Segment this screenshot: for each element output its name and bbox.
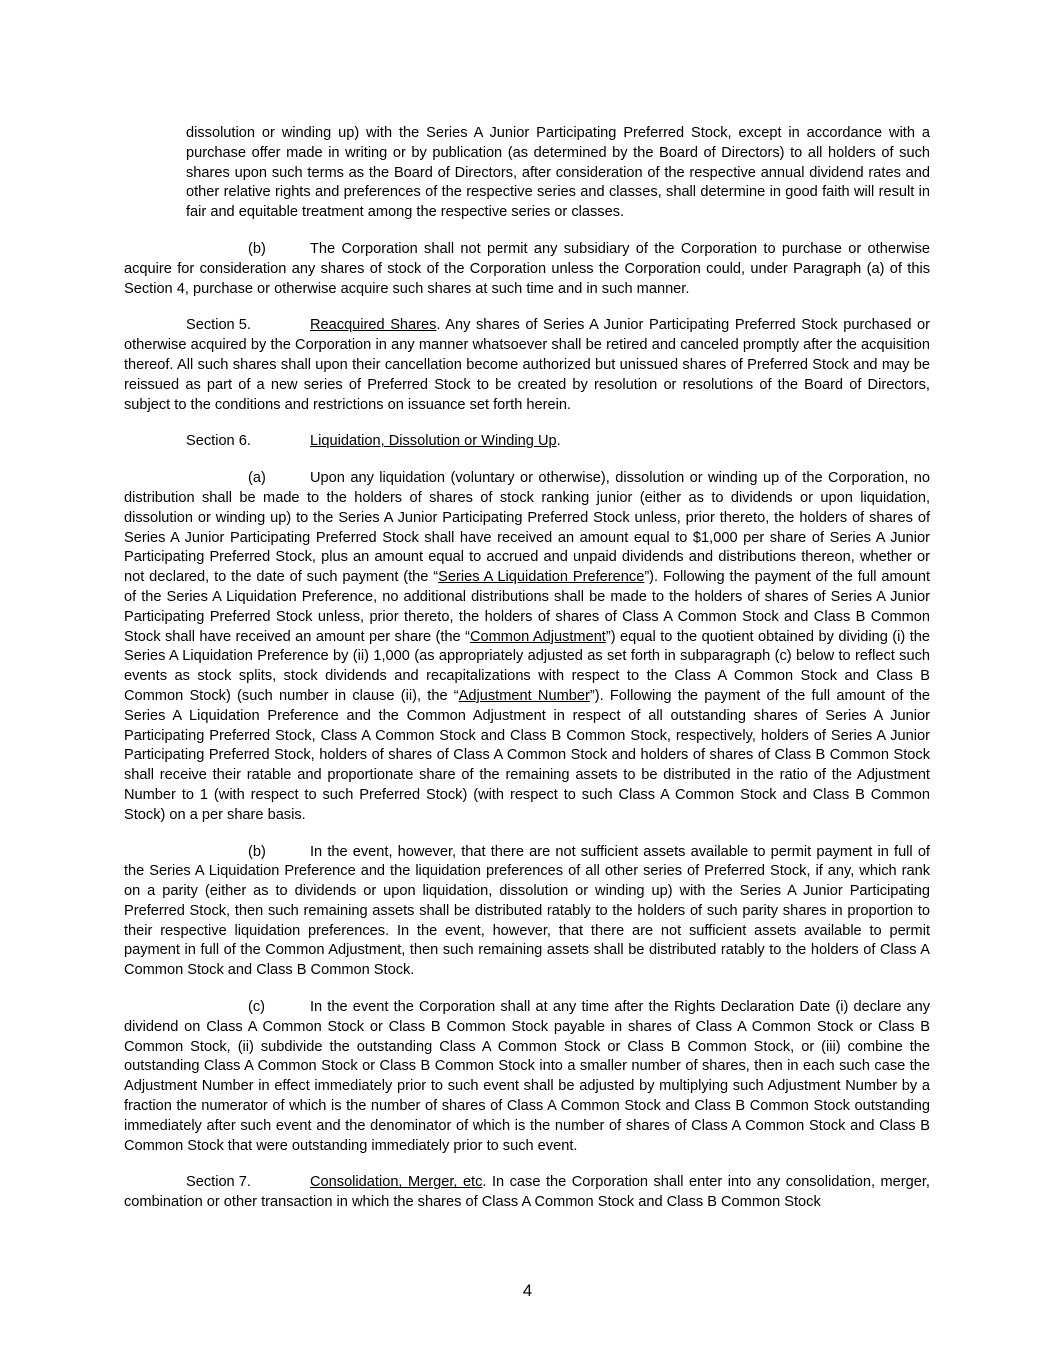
page-number: 4 (522, 1281, 533, 1300)
section-6-label: Section 6. (186, 433, 251, 450)
section-6c-label: (c) (248, 999, 266, 1016)
section-6c-paragraph: (c) In the event the Corporation shall at any time after the Rights Declaration Date (i) declare any dividend on Class A Common Stock or Class B Common Stock payable in shares of Class A Common Stock or Class B Common Stock, (ii) subdivide the outstanding Class A Common Stock or Class B Common Stock, or (iii) combine the outstanding Class A Common Stock or Class B Common Stock into a smaller number of shares, then in each such case the Adjustment Number in effect immediately prior to such event shall be adjusted by multiplying such Adjustment Number by a fraction the numerator of which is the number of shares of Class A Common Stock and Class B Common Stock outstanding immediately after such event and the denominator of which is the number of shares of Class A Common Stock and Class B Common Stock that were outstanding immediately prior to such event. (124, 999, 930, 1154)
section-5-label: Section 5. (186, 317, 251, 334)
section-7-label: Section 7. (186, 1174, 251, 1191)
section-5-paragraph (124, 316, 930, 415)
section-6a-paragraph: (a) Upon any liquidation (voluntary or otherwise), dissolution or winding up of the Corporation, no distribution shall be made to the holders of shares of stock ranking junior (either as to dividends or upon liquidation, dissolution or winding up) to the Series A Junior Participating Preferred Stock unless, prior thereto, the holders of shares of Series A Junior Participating Preferred Stock shall have received an amount equal to $1,000 per share of Series A Junior Participating Preferred Stock, plus an amount equal to accrued and unpaid dividends and distributions thereon, whether or not declared, to the date of such payment (the “Series A Liquidation Preference”). Following the payment of the full amount of the Series A Liquidation Preference, no additional distributions shall be made to the holders of shares of Series A Junior Participating Preferred Stock unless, prior thereto, the holders of shares of Class A Common Stock and Class B Common Stock shall have received an amount per share (the “Common Adjustment”) equal to the quotient obtained by dividing (i) the Series A Liquidation Preference by (ii) 1,000 (as appropriately adjusted as set forth in subparagraph (c) below to reflect such events as stock splits, stock dividends and recapitalizations with respect to the Class A Common Stock and Class B Common Stock) (such number in clause (ii), the “Adjustment Number”). Following the payment of the full amount of the Series A Liquidation Preference and the Common Adjustment in respect of all outstanding shares of Series A Junior Participating Preferred Stock, Class A Common Stock and Class B Common Stock, respectively, holders of Series A Junior Participating Preferred Stock, holders of shares of Class A Common Stock and holders of shares of Class B Common Stock shall receive their ratable and proportionate share of the remaining assets to be distributed in the ratio of the Adjustment Number to 1 (with respect to such Preferred Stock) (with respect to such Class A Common Stock and Class B Common Stock) on a per share basis. (124, 470, 931, 823)
continuation-paragraph: dissolution or winding up) with the Series A Junior Participating Preferred Stock, except in accordance with a purchase offer made in writing or by publication (as determined by the Board of Directors) to all holders of such shares upon such terms as the Board of Directors, after consideration of the respective annual dividend rates and other relative rights and preferences of the respective series and classes, shall determine in good faith will result in fair and equitable treatment among the respective series or classes. (186, 125, 930, 221)
defined-term-adjustment-number: Adjustment Number (458, 687, 590, 704)
section-6-title: Liquidation, Dissolution or Winding Up (310, 433, 557, 450)
defined-term-common-adjustment: Common Adjustment (470, 628, 606, 645)
section-4b-label: (b) (248, 240, 266, 257)
section-7-paragraph: Section 7. Consolidation, Merger, etc. In case the Corporation shall enter into any consolidation, merger, combination or other transaction in which the shares of Class A Common Stock and Class B Common Stock (124, 1174, 930, 1211)
section-6-heading: Section 6. Liquidation, Dissolution or Winding Up. (124, 432, 930, 452)
section-5-text: . Any shares of Series A Junior Participating Preferred Stock purchased or otherwise acquired by the Corporation in any manner whatsoever shall be retired and canceled promptly after the acquisition thereof. All such shares shall upon their cancellation become authorized but unissued shares of Preferred Stock and may be reissued as part of a new series of Preferred Stock to be created by resolution or resolutions of the Board of Directors, subject to the conditions and restrictions on issuance set forth herein. (124, 317, 930, 413)
section-6b-paragraph: (b) In the event, however, that there are not sufficient assets available to permit payment in full of the Series A Liquidation Preference and the liquidation preferences of all other series of Preferred Stock, if any, which rank on a parity (either as to dividends or upon liquidation, dissolution or winding up) with the Series A Junior Participating Preferred Stock, then such remaining assets shall be distributed ratably to the holders of such parity shares in proportion to their respective liquidation preferences. In the event, however, that there are not sufficient assets available to permit payment in full of the Common Adjustment, then such remaining assets shall be distributed ratably to the holders of Class A Common Stock and Class B Common Stock. (124, 843, 930, 979)
section-6a-label: (a) (248, 470, 266, 487)
section-4b-paragraph (124, 240, 930, 299)
section-7-title: Consolidation, Merger, etc (310, 1174, 483, 1191)
document-body (124, 124, 930, 1213)
section-5-title: Reacquired Shares (310, 317, 437, 334)
defined-term-series-a-liquidation-preference: Series A Liquidation Preference (438, 569, 645, 586)
section-4b-text: The Corporation shall not permit any subsidiary of the Corporation to purchase or otherwise acquire for consideration any shares of stock of the Corporation unless the Corporation could, under Paragraph (a) of this Section 4, purchase or otherwise acquire such shares at such time and in such manner. (124, 240, 930, 297)
section-6b-label: (b) (248, 843, 266, 860)
